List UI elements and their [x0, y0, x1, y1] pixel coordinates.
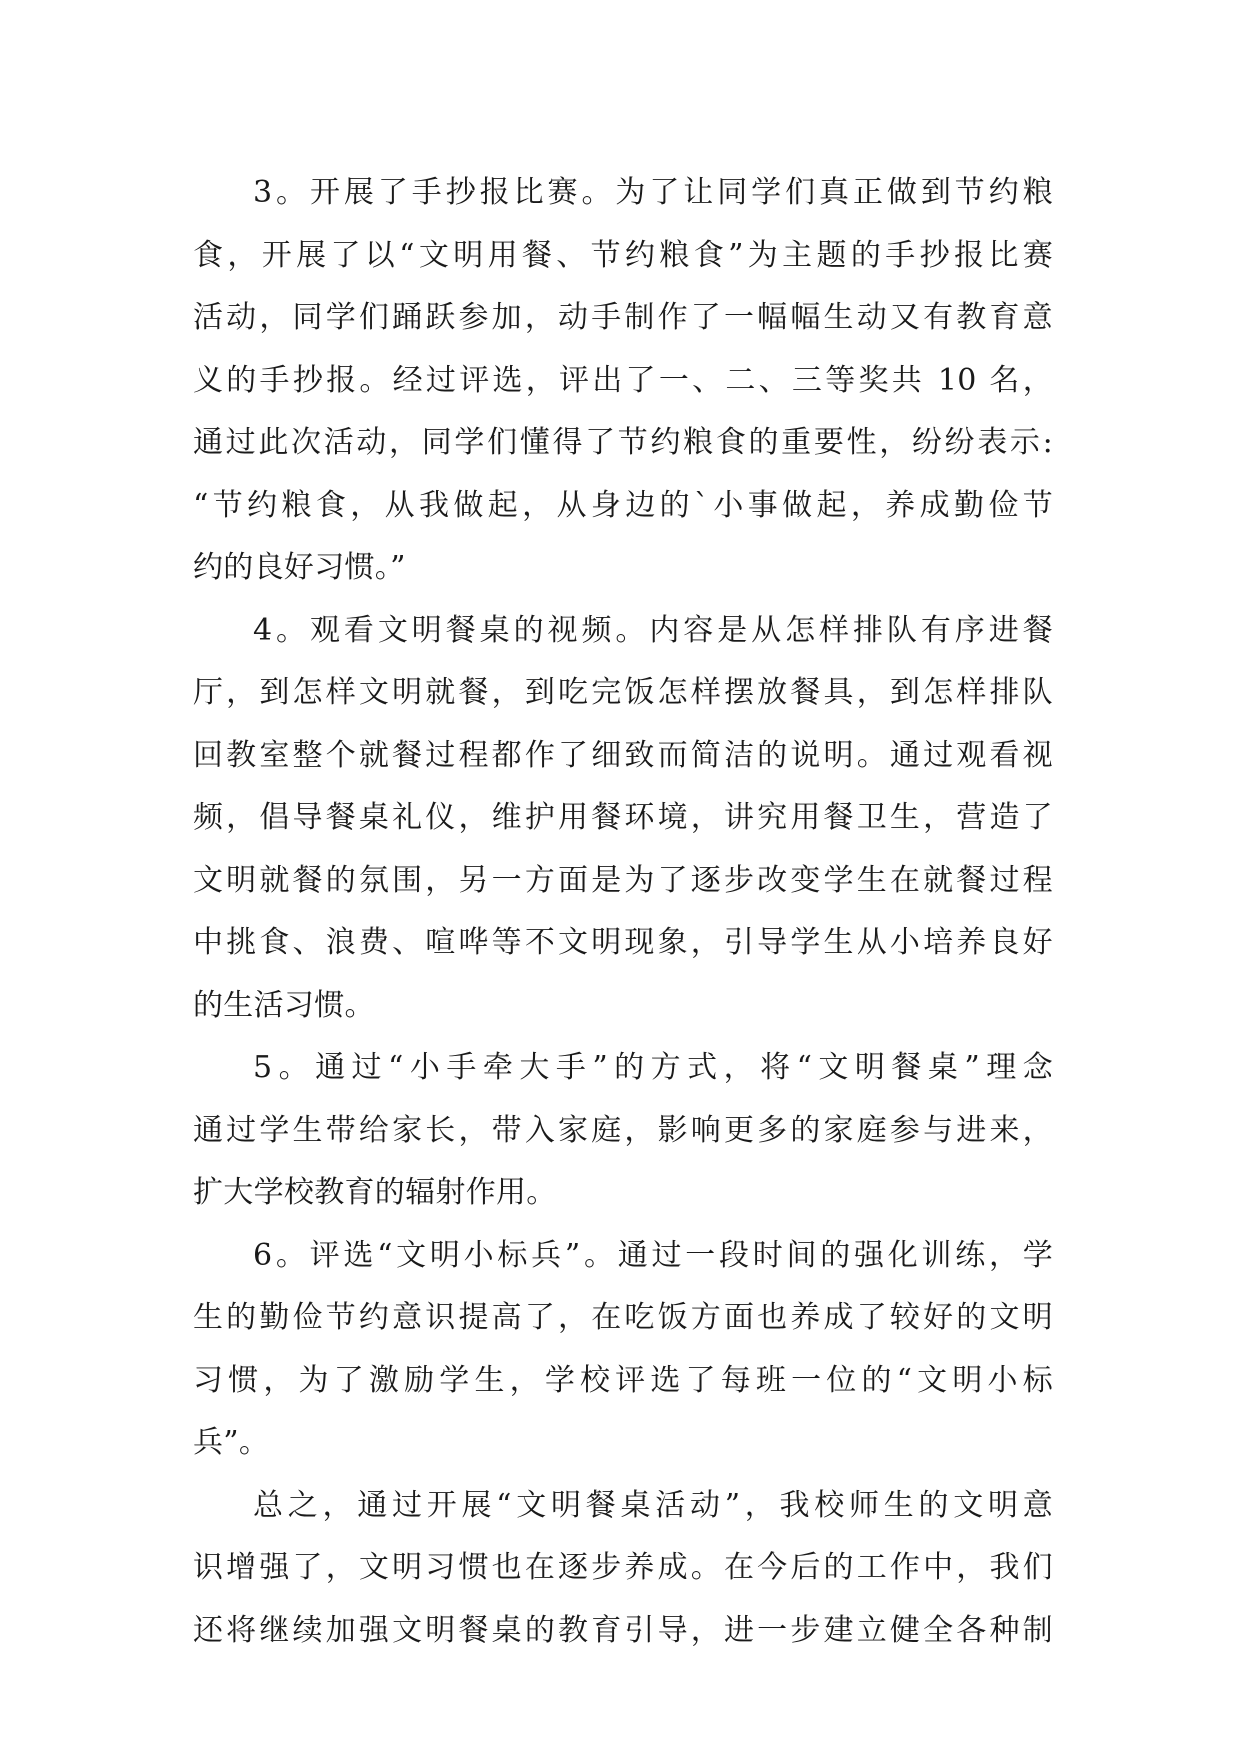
paragraph-3-line-5: 通过此次活动，同学们懂得了节约粮食的重要性，纷纷表示: [193, 425, 1053, 460]
paragraph-6-line-2: 生的勤俭节约意识提高了，在吃饭方面也养成了较好的文明 [193, 1300, 1053, 1335]
paragraph-5-line-3: 扩大学校教育的辐射作用。 [193, 1175, 557, 1210]
paragraph-4-line-3: 回教室整个就餐过程都作了细致而简洁的说明。通过观看视 [193, 737, 1053, 773]
document-body [193, 162, 1053, 1662]
paragraph-6-line-4: 兵”。 [193, 1425, 270, 1460]
paragraph-5-line-1: 5。通过“小手牵大手”的方式，将“文明餐桌”理念 [253, 1050, 1053, 1085]
paragraph-3-line-7: 约的良好习惯。” [193, 550, 406, 585]
paragraph-3-line-2: 食，开展了以“文明用餐、节约粮食”为主题的手抄报比赛 [193, 237, 1053, 273]
paragraph-3-line-4: 义的手抄报。经过评选，评出了一、二、三等奖共 10 名， [193, 362, 1053, 398]
summary-line-3: 还将继续加强文明餐桌的教育引导，进一步建立健全各种制 [193, 1612, 1053, 1648]
summary-line-2: 识增强了，文明习惯也在逐步养成。在今后的工作中，我们 [193, 1550, 1053, 1585]
paragraph-4-line-7: 的生活习惯。 [193, 987, 375, 1023]
summary-line-1: 总之，通过开展“文明餐桌活动”，我校师生的文明意 [253, 1487, 1053, 1523]
paragraph-4-line-6: 中挑食、浪费、喧哗等不文明现象，引导学生从小培养良好 [193, 925, 1053, 960]
paragraph-6-line-1: 6。评选“文明小标兵”。通过一段时间的强化训练，学 [253, 1237, 1053, 1273]
paragraph-4-line-5: 文明就餐的氛围，另一方面是为了逐步改变学生在就餐过程 [193, 862, 1053, 898]
paragraph-3-line-1: 3。开展了手抄报比赛。为了让同学们真正做到节约粮 [253, 175, 1053, 210]
paragraph-3-line-3: 活动，同学们踊跃参加，动手制作了一幅幅生动又有教育意 [193, 300, 1053, 335]
paragraph-3-line-6: “节约粮食，从我做起，从身边的`小事做起，养成勤俭节 [193, 487, 1053, 523]
paragraph-4-line-1: 4。观看文明餐桌的视频。内容是从怎样排队有序进餐 [253, 612, 1053, 648]
paragraph-5-line-2: 通过学生带给家长，带入家庭，影响更多的家庭参与进来， [193, 1112, 1053, 1148]
paragraph-4-line-2: 厅，到怎样文明就餐，到吃完饭怎样摆放餐具，到怎样排队 [193, 675, 1053, 710]
paragraph-4-line-4: 频，倡导餐桌礼仪，维护用餐环境，讲究用餐卫生，营造了 [193, 800, 1053, 835]
paragraph-6-line-3: 习惯，为了激励学生，学校评选了每班一位的“文明小标 [193, 1362, 1053, 1398]
